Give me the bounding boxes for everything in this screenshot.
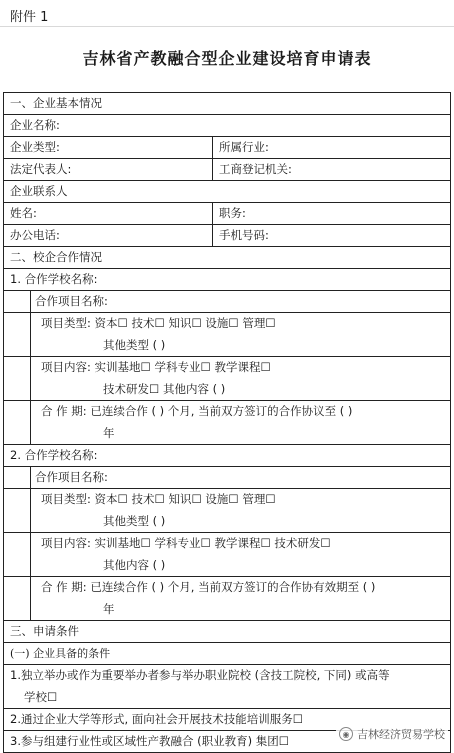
coop1-project-cell — [30, 291, 450, 312]
coop1-period-cell — [30, 401, 450, 444]
coop2-project-cell — [30, 467, 450, 488]
coop2-type-other[interactable]: 其他类型 ( ) — [103, 514, 166, 528]
coop2-period-text[interactable]: 合 作 期: 已连续合作 ( ) 个月, 当前双方签订的合作协有效期至 ( ) — [41, 580, 376, 594]
condition-1-row — [4, 665, 451, 709]
coop1-content-cell — [30, 357, 450, 400]
company-name-row — [4, 115, 451, 137]
coop1-content-options[interactable]: 项目内容: 实训基地☐ 学科专业☐ 教学课程☐ — [41, 360, 271, 374]
mobile-phone-field[interactable]: 手机号码: — [212, 225, 450, 246]
reg-authority-field[interactable]: 工商登记机关: — [212, 159, 450, 180]
coop1-content-row — [4, 357, 451, 401]
condition-2-text[interactable]: 2.通过企业大学等形式, 面向社会开展技术技能培训服务☐ — [10, 712, 304, 726]
coop1-content-other[interactable]: 技术研发☐ 其他内容 ( ) — [103, 382, 226, 396]
coop2-type-row — [4, 489, 451, 533]
coop2-project-row — [4, 467, 451, 489]
coop1-school-field[interactable]: 1. 合作学校名称: — [10, 272, 98, 286]
application-form-table — [3, 92, 451, 753]
contact-phone-row — [4, 225, 451, 247]
wechat-logo-icon: ◉ — [339, 727, 353, 741]
section-heading-label: 三、申请条件 — [10, 624, 79, 638]
contact-row — [4, 181, 451, 203]
section-heading-cooperation — [4, 247, 451, 269]
company-type-field[interactable]: 企业类型: — [10, 140, 60, 154]
coop1-type-row — [4, 313, 451, 357]
coop2-period-row — [4, 577, 451, 621]
legal-rep-field[interactable]: 法定代表人: — [10, 162, 72, 176]
coop2-type-options[interactable]: 项目类型: 资本☐ 技术☐ 知识☐ 设施☐ 管理☐ — [41, 492, 276, 506]
company-name-field[interactable]: 企业名称: — [10, 118, 60, 132]
coop2-content-other[interactable]: 其他内容 ( ) — [103, 558, 166, 572]
coop1-period-text[interactable]: 合 作 期: 已连续合作 ( ) 个月, 当前双方签订的合作协议至 ( ) — [41, 404, 353, 418]
coop1-type-cell — [30, 313, 450, 356]
section-heading-basic-info — [4, 93, 451, 115]
coop1-school-row — [4, 269, 451, 291]
section-heading-label: 二、校企合作情况 — [10, 250, 102, 264]
coop1-project-row — [4, 291, 451, 313]
watermark-text: 吉林经济贸易学校 — [357, 728, 445, 741]
coop2-school-field[interactable]: 2. 合作学校名称: — [10, 448, 98, 462]
coop2-content-cell — [30, 533, 450, 576]
coop2-content-row — [4, 533, 451, 577]
coop2-content-options[interactable]: 项目内容: 实训基地☐ 学科专业☐ 教学课程☐ 技术研发☐ — [41, 536, 331, 550]
contact-position-field[interactable]: 职务: — [212, 203, 450, 224]
condition-3-text[interactable]: 3.参与组建行业性或区域性产教融合 (职业教育) 集团☐ — [10, 734, 290, 748]
contact-name-row — [4, 203, 451, 225]
attachment-label: 附件 1 — [10, 10, 49, 25]
watermark — [336, 725, 448, 743]
coop1-period-row — [4, 401, 451, 445]
contact-label: 企业联系人 — [10, 184, 68, 198]
coop1-project-field[interactable]: 合作项目名称: — [35, 294, 108, 308]
condition-1-checkbox-text[interactable]: 学校☐ — [24, 690, 58, 704]
industry-field[interactable]: 所属行业: — [212, 137, 450, 158]
office-phone-field[interactable]: 办公电话: — [10, 228, 60, 242]
contact-name-field[interactable]: 姓名: — [10, 206, 37, 220]
coop2-period-cell — [30, 577, 450, 620]
coop2-type-cell — [30, 489, 450, 532]
coop1-period-year: 年 — [103, 426, 115, 440]
conditions-subheading-row — [4, 643, 451, 665]
legal-rep-row — [4, 159, 451, 181]
coop1-type-other[interactable]: 其他类型 ( ) — [103, 338, 166, 352]
coop2-period-year: 年 — [103, 602, 115, 616]
section-heading-conditions — [4, 621, 451, 643]
section-heading-label: 一、企业基本情况 — [10, 96, 102, 110]
top-divider — [0, 26, 454, 27]
coop1-type-options[interactable]: 项目类型: 资本☐ 技术☐ 知识☐ 设施☐ 管理☐ — [41, 316, 276, 330]
coop2-school-row — [4, 445, 451, 467]
company-type-row — [4, 137, 451, 159]
coop2-project-field[interactable]: 合作项目名称: — [35, 470, 108, 484]
condition-1-text[interactable]: 1.独立举办或作为重要举办者参与举办职业院校 (含技工院校, 下同) 或高等 — [10, 668, 390, 682]
conditions-subheading: (一) 企业具备的条件 — [10, 647, 111, 660]
form-title: 吉林省产教融合型企业建设培育申请表 — [82, 49, 372, 68]
